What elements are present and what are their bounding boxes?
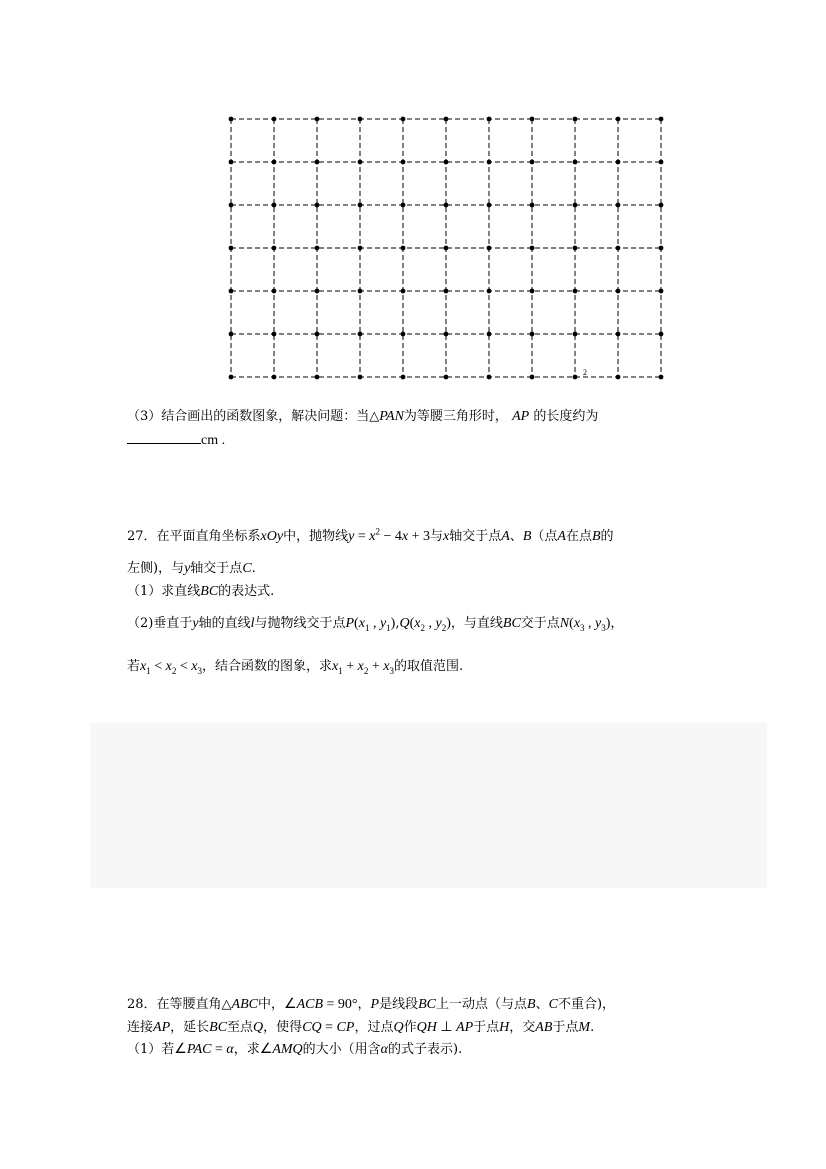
grid-dot (272, 203, 277, 208)
grid-dot (229, 332, 234, 337)
grid-dot (530, 203, 535, 208)
grid-dot (358, 375, 363, 380)
grid-dot (358, 289, 363, 294)
grid-dot (573, 375, 578, 380)
grid-dot (530, 332, 535, 337)
grid-dot (659, 289, 664, 294)
grid-dot (358, 332, 363, 337)
grid-dot (530, 289, 535, 294)
grid-dot (659, 160, 664, 165)
grid-dot (444, 332, 449, 337)
grid-dot (659, 246, 664, 251)
q26-part3-line2: cm . (127, 430, 714, 449)
grid-dot (315, 246, 320, 251)
grid-dot (573, 117, 578, 122)
grid-dot (659, 375, 664, 380)
grid-dot (659, 203, 664, 208)
grid-dot (616, 375, 621, 380)
grid-dot (229, 160, 234, 165)
grid-dot (487, 375, 492, 380)
grid-dot (573, 160, 578, 165)
grid-dot (272, 332, 277, 337)
grid-dot (573, 203, 578, 208)
grid-dot (530, 160, 535, 165)
grid-dot (229, 375, 234, 380)
grid-dot (659, 332, 664, 337)
grid-dot (444, 160, 449, 165)
grid-dot (401, 203, 406, 208)
q27-part2: （2)垂直于y轴的直线l与抛物线交于点$P(x_1$ , $y_1),Q(x_2$ , $y_2$)，与直线BC交于点$N(x_3$ , $y_3$)， (127, 616, 624, 633)
grid-dot (401, 160, 406, 165)
grid-dot (315, 160, 320, 165)
grid-dot (358, 160, 363, 165)
grid-dot (487, 160, 492, 165)
grid-dot (616, 289, 621, 294)
grid-dot (272, 375, 277, 380)
answer-blank[interactable] (127, 430, 201, 444)
grid-dot (487, 203, 492, 208)
grid-dot (487, 246, 492, 251)
grid-dot (272, 117, 277, 122)
grid-dot (272, 289, 277, 294)
q26-part3-line1: （3）结合画出的函数图象，解决问题：当△PAN为等腰三角形时， AP 的长度约为 (127, 409, 599, 424)
grid-dot (401, 117, 406, 122)
grid-dot (487, 117, 492, 122)
q27-line1: 27．在平面直角坐标系xOy中，抛物线$y = x^2 - 4x + 3$与x轴交于点A、B（点A在点B的 (127, 526, 614, 544)
grid-dot (401, 375, 406, 380)
grid-dot (358, 203, 363, 208)
dot-grid (225, 113, 667, 383)
grid-mark: 2 (583, 368, 587, 377)
grid-dot (659, 117, 664, 122)
grid-dot (444, 375, 449, 380)
grid-dot (315, 375, 320, 380)
q28-line1: 28．在等腰直角△ABC中，∠ACB = 90°，P是线段BC上一动点（与点B、C不重合)， (127, 997, 616, 1012)
grid-dot (487, 332, 492, 337)
grid-dot (401, 246, 406, 251)
grid-dot (358, 117, 363, 122)
grid-dot (573, 332, 578, 337)
grid-dot (315, 117, 320, 122)
grid-dot (487, 289, 492, 294)
grid-dot (229, 289, 234, 294)
q27-line2: 左侧)，与y轴交于点C. (127, 561, 256, 576)
grid-dot (530, 246, 535, 251)
q28-line2: 连接AP，延长BC至点Q，使得CQ = CP，过点Q作QH ⊥ AP于点H，交AB于点M. (127, 1020, 595, 1035)
grid-dot (229, 203, 234, 208)
grid-dot (401, 332, 406, 337)
grid-dot (401, 289, 406, 294)
grid-dot (573, 289, 578, 294)
grid-dot (444, 289, 449, 294)
grid-dot (444, 246, 449, 251)
q27-part1: （1）求直线BC的表达式. (127, 584, 275, 599)
grid-dot (315, 289, 320, 294)
q27-condition: 若$x_1 < x_2 < x_3$，结合函数的图象，求$x_1 + x_2 + x_3$的取值范围. (127, 659, 464, 676)
q28-part1: （1）若∠PAC = α，求∠AMQ的大小（用含α的式子表示). (127, 1042, 463, 1057)
grid-dot (616, 246, 621, 251)
grid-dot (444, 117, 449, 122)
grid-dot (358, 246, 363, 251)
grid-dot (616, 160, 621, 165)
grid-dot (315, 332, 320, 337)
grid-dot (229, 246, 234, 251)
grid-dot (272, 246, 277, 251)
grid-dot (530, 375, 535, 380)
grid-dot (616, 203, 621, 208)
grid-dot (616, 117, 621, 122)
grid-dot (229, 117, 234, 122)
grid-dot (573, 246, 578, 251)
answer-area[interactable] (90, 723, 767, 888)
grid-dot (272, 160, 277, 165)
grid-dot (315, 203, 320, 208)
grid-dot (530, 117, 535, 122)
grid-dot (444, 203, 449, 208)
grid-dot (616, 332, 621, 337)
